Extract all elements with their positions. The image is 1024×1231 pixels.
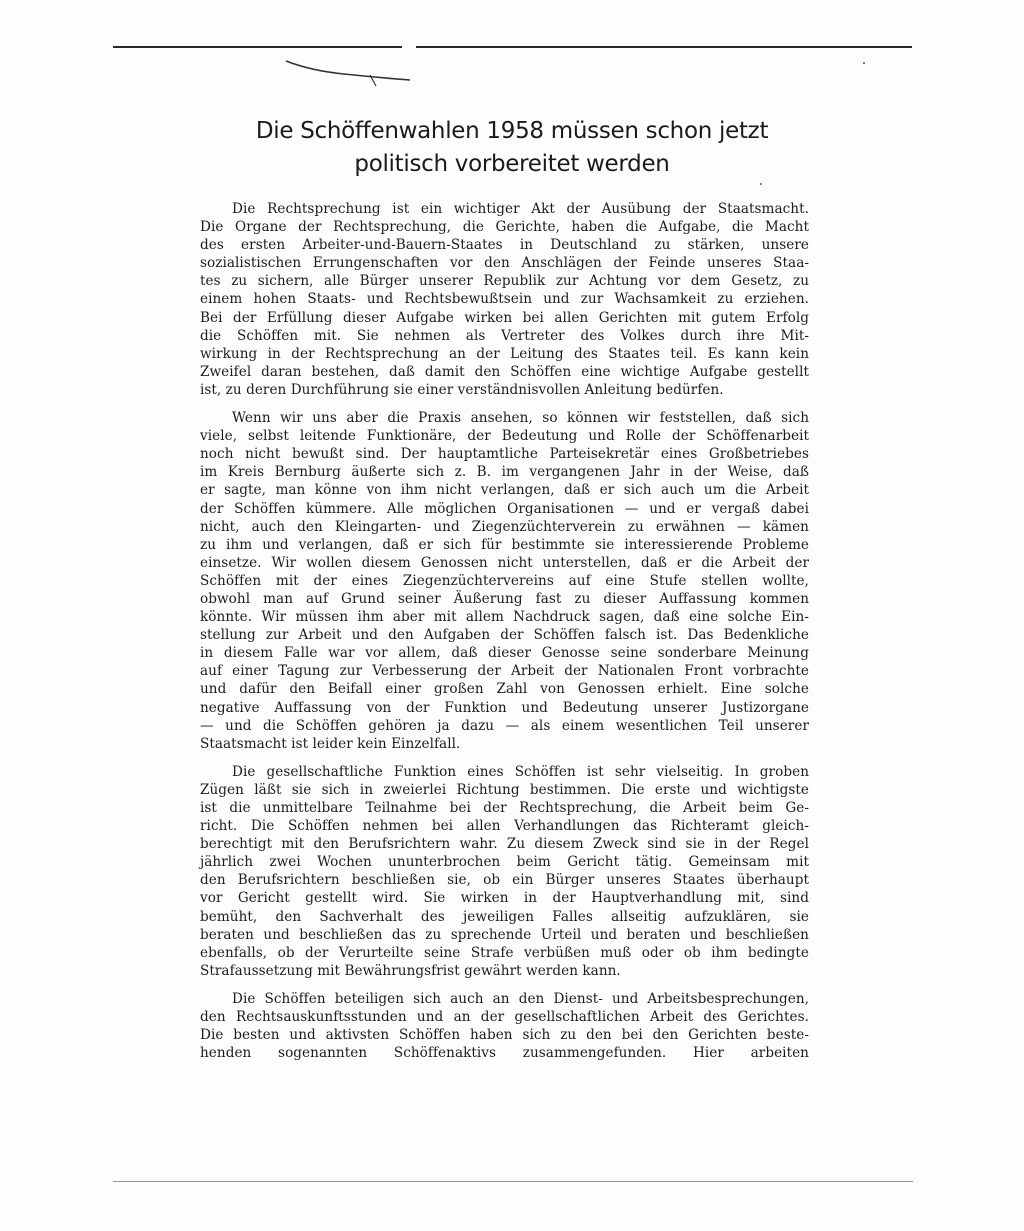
text-line: Strafaussetzung mit Bewährungsfrist gewährt werden kann. bbox=[200, 962, 621, 979]
text-line: bemüht, den Sachverhalt des jeweiligen Falles allseitig aufzuklären, sie bbox=[200, 908, 809, 925]
text-line: nicht, auch den Kleingarten- und Ziegenzüchterverein zu erwähnen — kämen bbox=[200, 518, 809, 535]
text-line: Zweifel daran bestehen, daß damit den Schöffen eine wichtige Aufgabe gestellt bbox=[200, 363, 809, 380]
paper-speck bbox=[863, 62, 865, 64]
text-line: ist, zu deren Durchführung sie einer verständnisvollen Anleitung bedürfen. bbox=[200, 381, 724, 398]
pen-stroke-mark bbox=[284, 58, 412, 88]
text-line: in diesem Falle war vor allem, daß dieser Genosse seine sonderbare Meinung bbox=[200, 645, 809, 662]
text-line: — und die Schöffen gehören ja dazu — als einem wesentlichen Teil unserer bbox=[200, 717, 809, 734]
paragraph-4 bbox=[200, 990, 809, 1062]
text-line: der Schöffen kümmere. Alle möglichen Organisationen — und er vergaß dabei bbox=[200, 500, 809, 517]
text-line: richt. Die Schöffen nehmen bei allen Verhandlungen das Richteramt gleich- bbox=[200, 818, 809, 835]
top-rule-left bbox=[113, 46, 402, 48]
text-line: Die Schöffen beteiligen sich auch an den Dienst- und Arbeitsbesprechungen, bbox=[232, 990, 809, 1007]
text-line: im Kreis Bernburg äußerte sich z. B. im vergangenen Jahr in der Weise, daß bbox=[200, 464, 809, 481]
text-line: Die Rechtsprechung ist ein wichtiger Akt der Ausübung der Staatsmacht. bbox=[232, 201, 809, 217]
text-line: Schöffen mit der eines Ziegenzüchtervereins auf eine Stufe stellen wollte, bbox=[200, 572, 809, 589]
text-line: sozialistischen Errungenschaften vor den Anschlägen der Feinde unseres Staa- bbox=[200, 255, 809, 272]
text-line: beraten und beschließen das zu sprechende Urteil und beraten und beschließen bbox=[200, 926, 809, 943]
text-line: Zügen läßt sie sich in zweierlei Richtung bestimmen. Die erste und wichtigste bbox=[200, 781, 809, 798]
text-line: Die Organe der Rechtsprechung, die Gerichte, haben die Aufgabe, die Macht bbox=[200, 219, 809, 236]
text-line: und dafür den Beifall einer großen Zahl von Genossen erhielt. Eine solche bbox=[200, 681, 809, 698]
article-title bbox=[196, 115, 828, 181]
paragraph-2 bbox=[200, 409, 809, 753]
text-line: den Berufsrichtern beschließen sie, ob ein Bürger unseres Staates überhaupt bbox=[200, 872, 809, 889]
text-line: ist die unmittelbare Teilnahme bei der Rechtsprechung, die Arbeit beim Ge- bbox=[200, 800, 809, 816]
title-line-2: politisch vorbereitet werden bbox=[354, 151, 670, 177]
text-line: henden sogenannten Schöffenaktivs zusammengefunden. Hier arbeiten bbox=[200, 1045, 809, 1062]
text-line: Die besten und aktivsten Schöffen haben sich zu den bei den Gerichten beste- bbox=[200, 1027, 809, 1044]
top-rule-right bbox=[416, 46, 912, 48]
text-line: Staatsmacht ist leider kein Einzelfall. bbox=[200, 735, 461, 752]
text-line: des ersten Arbeiter-und-Bauern-Staates in Deutschland zu stärken, unsere bbox=[200, 237, 809, 254]
paragraph-1 bbox=[200, 200, 809, 399]
text-line: auf einer Tagung zur Verbesserung der Arbeit der Nationalen Front vorbrachte bbox=[200, 663, 809, 680]
text-line: einsetze. Wir wollen diesem Genossen nicht unterstellen, daß er die Arbeit der bbox=[200, 554, 809, 571]
text-line: ebenfalls, ob der Verurteilte seine Strafe verbüßen muß oder ob ihm bedingte bbox=[200, 944, 809, 961]
paper-speck bbox=[760, 183, 762, 185]
bottom-rule bbox=[113, 1181, 913, 1182]
text-line: die Schöffen mit. Sie nehmen als Vertreter des Volkes durch ihre Mit- bbox=[200, 327, 809, 344]
text-line: tes zu sichern, alle Bürger unserer Republik zur Achtung vor dem Gesetz, zu bbox=[200, 273, 809, 290]
text-line: Wenn wir uns aber die Praxis ansehen, so können wir feststellen, daß sich bbox=[232, 410, 809, 427]
text-line: wirkung in der Rechtsprechung an der Leitung des Staates teil. Es kann kein bbox=[200, 345, 809, 362]
text-line: berechtigt mit den Berufsrichtern wahr. Zu diesem Zweck sind sie in der Regel bbox=[200, 836, 809, 853]
text-line: einem hohen Staats- und Rechtsbewußtsein und zur Wachsamkeit zu erziehen. bbox=[200, 291, 809, 308]
text-line: Die gesellschaftliche Funktion eines Schöffen ist sehr vielseitig. In groben bbox=[232, 763, 809, 780]
text-line: den Rechtsauskunftsstunden und an der gesellschaftlichen Arbeit des Gerichtes. bbox=[200, 1009, 809, 1026]
text-line: zu ihm und verlangen, daß er sich für bestimmte sie interessierende Probleme bbox=[200, 536, 809, 553]
text-line: Bei der Erfüllung dieser Aufgabe wirken bei allen Gerichten mit gutem Erfolg bbox=[200, 309, 809, 326]
text-line: noch nicht bewußt sind. Der hauptamtliche Parteisekretär eines Großbetriebes bbox=[200, 446, 809, 463]
article-body bbox=[200, 200, 809, 1072]
text-line: negative Auffassung von der Funktion und Bedeutung unserer Justizorgane bbox=[200, 699, 809, 716]
text-line: könnte. Wir müssen ihm aber mit allem Nachdruck sagen, daß eine solche Ein- bbox=[200, 609, 809, 626]
title-line-1: Die Schöffenwahlen 1958 müssen schon jetzt bbox=[255, 118, 769, 144]
text-line: stellung zur Arbeit und den Aufgaben der Schöffen falsch ist. Das Bedenkliche bbox=[200, 627, 809, 644]
text-line: obwohl man auf Grund seiner Äußerung fast zu dieser Auffassung kommen bbox=[200, 590, 809, 607]
text-line: viele, selbst leitende Funktionäre, der Bedeutung und Rolle der Schöffenarbeit bbox=[200, 428, 809, 445]
paragraph-3 bbox=[200, 763, 809, 980]
text-line: er sagte, man könne von ihm nicht verlangen, daß er sich auch um die Arbeit bbox=[200, 482, 809, 499]
text-line: vor Gericht gestellt wird. Sie wirken in der Hauptverhandlung mit, sind bbox=[200, 890, 809, 907]
text-line: jährlich zwei Wochen ununterbrochen beim Gericht tätig. Gemeinsam mit bbox=[200, 854, 809, 871]
